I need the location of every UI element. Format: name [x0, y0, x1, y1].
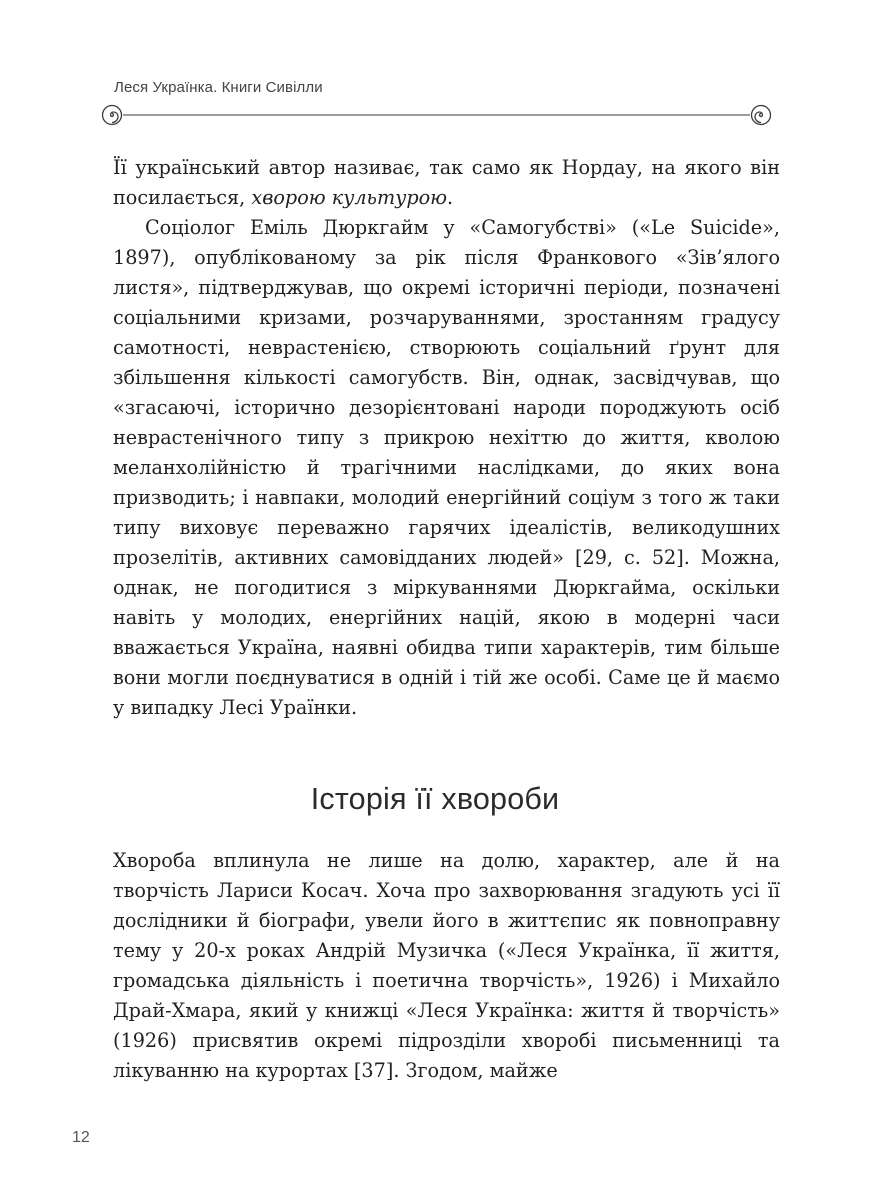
- paragraph-1: [113, 153, 780, 213]
- paragraph-2: Соціолог Еміль Дюркгайм у «Самогубстві» («Le Suicide», 1897), опублікованому за рік після Франкового «Зів’ялого листя», підтверджував, що окремі історичні періоди, позначені соціальними кризами, розчаруваннями, зростанням градусу самотності, неврастенією, створюють соціальний ґрунт для збільшення кількості самогубств. Він, однак, засвідчував, що «згасаючі, історично дезорієнтовані народи породжують осіб неврастенічного типу з прикрою нехіттю до життя, кволою меланхолійністю й трагічними наслідками, до яких вона призводить; і навпаки, молодий енергійний соціум з того ж таки типу виховує переважно гарячих ідеалістів, великодушних прозелітів, активних самовідданих людей» [29, с. 52]. Можна, однак, не погодитися з міркуваннями Дюркгайма, оскільки навіть у молодих, енергійних націй, якою в модерні часи вважається Україна, наявні обидва типи характерів, тим більше вони могли поєднуватися в одній і тій же особі. Саме це й маємо у випадку Лесі Ураїнки.: [113, 216, 780, 719]
- main-text-block: [113, 153, 780, 723]
- paragraph-1-end: .: [447, 186, 454, 209]
- running-head: Леся Українка. Книги Сивілли: [114, 79, 323, 96]
- section-paragraph: Хвороба вплинула не лише на долю, характер, але й на творчість Лариси Косач. Хоча про захворювання згадують усі її дослідники й біографи, увели його в життєпис як повноправну тему у 20-х роках Андрій Музичка («Леся Українка, її життя, громадська діяльність і поетична творчість», 1926) і Михайло Драй-Хмара, який у книжці «Леся Українка: життя й творчість» (1926) присвятив окремі підрозділи хворобі письменниці та лікуванню на курортах [37]. Згодом, майже: [113, 849, 780, 1082]
- spiral-ornament-right-icon: [752, 106, 771, 125]
- header-rule: [100, 103, 773, 127]
- emphasis-text: хворою культурою: [251, 186, 448, 209]
- spiral-ornament-left-icon: [103, 106, 122, 125]
- section-heading: Історія її хвороби: [310, 782, 560, 816]
- paragraph-1-text: Її український автор називає, так само як Нордау, на якого він посилається,: [113, 156, 780, 209]
- section-text-block: [113, 846, 780, 1086]
- page-number: 12: [72, 1129, 90, 1146]
